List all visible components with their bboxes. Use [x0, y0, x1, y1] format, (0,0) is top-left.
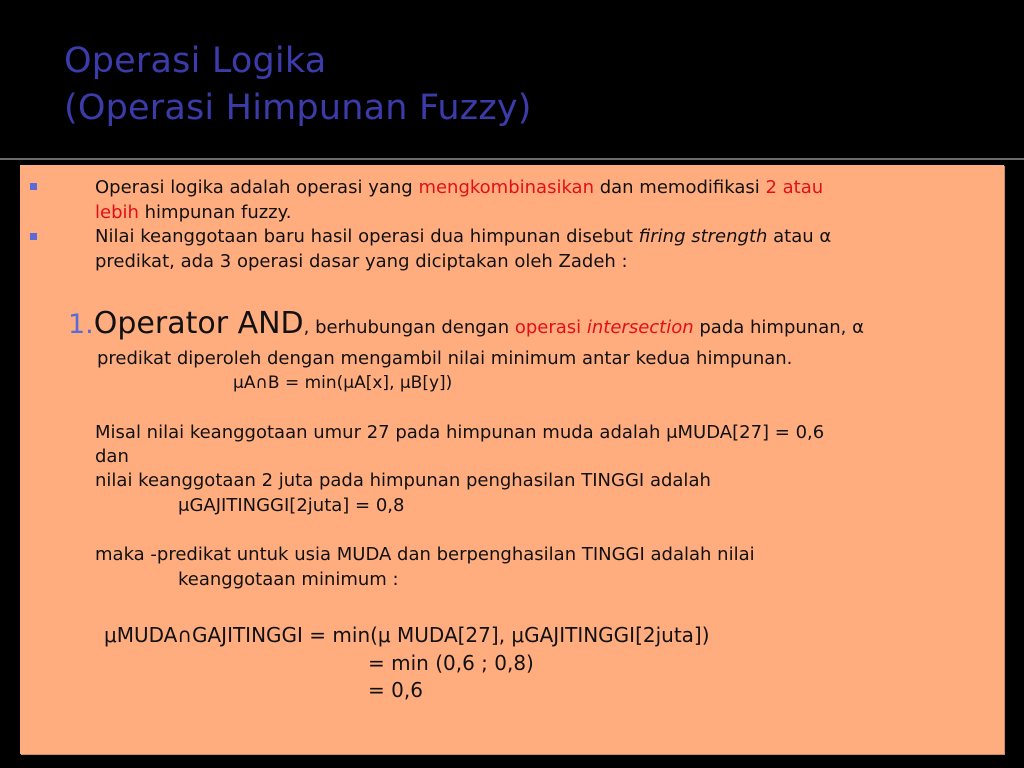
bullet-2-line-1	[95, 224, 831, 249]
bullet-2-line-2: predikat, ada 3 operasi dasar yang diciptakan oleh Zadeh :	[95, 251, 628, 272]
slide-title	[64, 38, 532, 132]
operator-name: Operator AND	[93, 306, 304, 341]
example-line-3: nilai keanggotaan 2 juta pada himpunan penghasilan TINGGI adalah	[95, 470, 711, 491]
bullet-1-line-1	[95, 175, 823, 200]
slide-title-line-2: (Operasi Himpunan Fuzzy)	[64, 88, 532, 128]
operator-text: , berhubungan dengan	[303, 317, 515, 338]
operator-highlight-italic: intersection	[586, 317, 694, 338]
example-line-2: dan	[95, 446, 129, 467]
operator-formula: μA∩B = min(μA[x], μB[y])	[233, 373, 453, 393]
bullet-1-line-2	[95, 200, 291, 225]
bullet-1-text-mid: dan memodifikasi	[594, 177, 766, 198]
example-line-4: μGAJITINGGI[2juta] = 0,8	[178, 495, 405, 516]
bullet-2-italic-term: firing strength	[638, 226, 768, 247]
bullet-1-highlight-2: 2 atau	[765, 177, 824, 198]
operator-line-2: predikat diperoleh dengan mengambil nilai minimum antar kedua himpunan.	[97, 348, 793, 369]
operator-text-post: pada himpunan, α	[693, 317, 864, 338]
result-line-2: = min (0,6 ; 0,8)	[368, 651, 534, 675]
bullet-1-highlight-1: mengkombinasikan	[418, 177, 594, 198]
example-line-6: keanggotaan minimum :	[178, 569, 399, 590]
bullet-1-highlight-3: lebih	[95, 202, 139, 223]
example-line-5: maka -predikat untuk usia MUDA dan berpenghasilan TINGGI adalah nilai	[95, 544, 755, 565]
example-line-1: Misal nilai keanggotaan umur 27 pada himpunan muda adalah μMUDA[27] = 0,6	[95, 422, 825, 443]
bullet-2-text-post: atau α	[767, 226, 832, 247]
operator-number: 1.	[68, 309, 94, 340]
bullet-marker-2	[30, 233, 37, 240]
bullet-1-text: Operasi logika adalah operasi yang	[95, 177, 419, 198]
bullet-1-text-end: himpunan fuzzy.	[138, 202, 292, 223]
result-line-3: = 0,6	[368, 678, 423, 702]
operator-highlight: operasi	[514, 317, 587, 338]
bullet-marker-1	[30, 183, 37, 190]
slide-title-line-1: Operasi Logika	[64, 41, 327, 81]
operator-heading	[68, 304, 864, 348]
bullet-2-text: Nilai keanggotaan baru hasil operasi dua himpunan disebut	[95, 226, 639, 247]
title-divider	[0, 158, 1024, 160]
result-line-1: μMUDA∩GAJITINGGI = min(μ MUDA[27], μGAJITINGGI[2juta])	[104, 623, 710, 647]
